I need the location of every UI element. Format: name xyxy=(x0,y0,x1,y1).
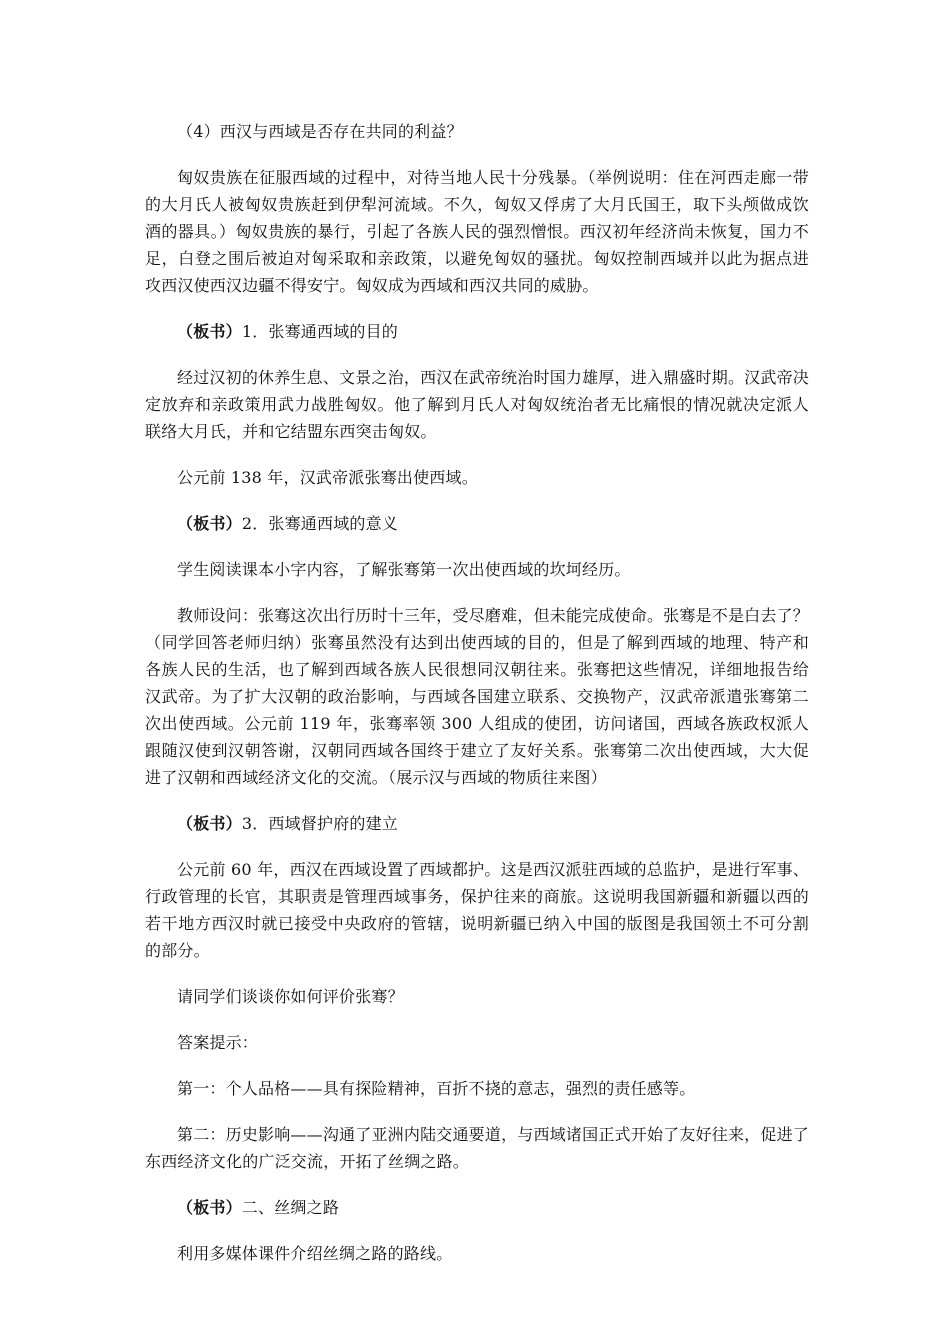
paragraph-xiongnu-threat: 匈奴贵族在征服西域的过程中，对待当地人民十分残暴。（举例说明：住在河西走廊一带的大月氏人被匈奴贵族赶到伊犁河流域。不久，匈奴又俘虏了大月氏国王，取下头颅做成饮酒的器具。）匈奴贵族的暴行，引起了各族人民的强烈憎恨。西汉初年经济尚未恢复，国力不足，白登之围后被迫对匈采取和亲政策，以避免匈奴的骚扰。匈奴控制西域并以此为据点进攻西汉使西汉边疆不得安宁。匈奴成为西域和西汉共同的威胁。 xyxy=(145,168,809,295)
paragraph-138bc: 公元前 138 年，汉武帝派张骞出使西域。 xyxy=(177,468,478,487)
paragraph-60bc: 公元前 60 年，西汉在西域设置了西域都护。这是西汉派驻西域的总监护，是进行军事、行政管理的长官，其职责是管理西域事务，保护往来的商旅。这说明我国新疆和新疆以西的若干地方西汉时就已接受中央政府的管辖，说明新疆已纳入中国的版图是我国领土不可分割的部分。 xyxy=(145,860,809,960)
board-heading-protectorate xyxy=(145,810,809,837)
paragraph-second-point: 第二：历史影响——沟通了亚洲内陆交通要道，与西域诸国正式开始了友好往来，促进了东西经济文化的广泛交流，开拓了丝绸之路。 xyxy=(145,1125,809,1171)
board-label: （板书） xyxy=(177,1198,242,1217)
board-heading-significance xyxy=(145,510,809,537)
paragraph-evaluate-question: 请同学们谈谈你如何评价张骞？ xyxy=(177,987,404,1006)
board-label: （板书） xyxy=(177,322,242,341)
paragraph-student-reading: 学生阅读课本小字内容，了解张骞第一次出使西域的坎坷经历。 xyxy=(177,560,631,579)
heading-text: 二、丝绸之路 xyxy=(241,1198,340,1217)
board-heading-purpose xyxy=(145,318,809,345)
paragraph-teacher-question: 教师设问：张骞这次出行历时十三年，受尽磨难，但未能完成使命。张骞是不是白去了？（同学回答老师归纳）张骞虽然没有达到出使西域的目的，但是了解到西域的地理、特产和各族人民的生活，也了解到西域各族人民很想同汉朝往来。张骞把这些情况，详细地报告给汉武帝。为了扩大汉朝的政治影响，与西域各国建立联系、交换物产，汉武帝派遣张骞第二次出使西域。公元前 119 年，张骞率领 300 人组成的使团，访问诸国，西域各族政权派人跟随汉使到汉朝答谢，汉朝同西域各国终于建立了友好关系。张骞第二次出使西域，大大促进了汉朝和西域经济文化的交流。（展示汉与西域的物质往来图） xyxy=(145,606,809,787)
paragraph-multimedia: 利用多媒体课件介绍丝绸之路的路线。 xyxy=(177,1244,453,1263)
paragraph-first-point: 第一：个人品格——具有探险精神，百折不挠的意志，强烈的责任感等。 xyxy=(177,1079,696,1098)
board-label: （板书） xyxy=(177,514,242,533)
heading-text: 2．张骞通西域的意义 xyxy=(241,514,398,533)
question-4: （4）西汉与西域是否存在共同的利益？ xyxy=(177,122,463,141)
heading-text: 3．西域督护府的建立 xyxy=(241,814,398,833)
paragraph-answer-hint: 答案提示： xyxy=(177,1033,259,1052)
board-label: （板书） xyxy=(177,814,242,833)
heading-text: 1．张骞通西域的目的 xyxy=(241,322,398,341)
document-page xyxy=(145,118,809,1267)
board-heading-silk-road xyxy=(145,1194,809,1221)
paragraph-wudi-decision: 经过汉初的休养生息、文景之治，西汉在武帝统治时国力雄厚，进入鼎盛时期。汉武帝决定放弃和亲政策用武力战胜匈奴。他了解到月氏人对匈奴统治者无比痛恨的情况就决定派人联络大月氏，并和它结盟东西突击匈奴。 xyxy=(145,368,809,441)
